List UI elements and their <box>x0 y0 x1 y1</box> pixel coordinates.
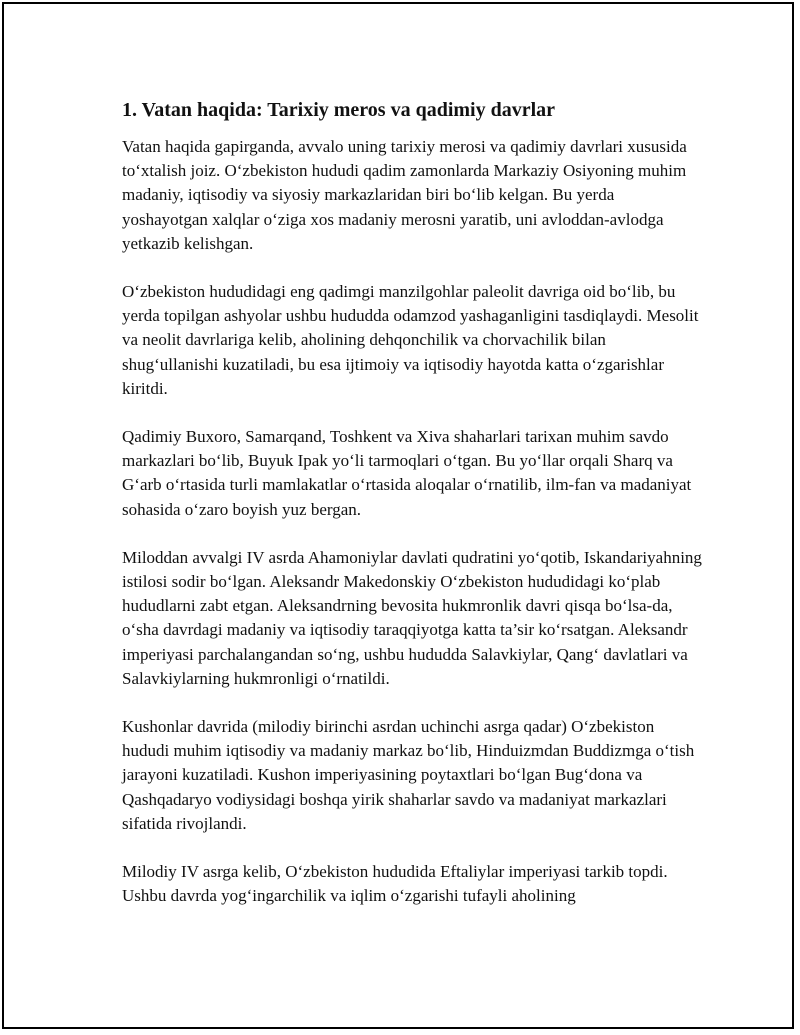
paragraph-4: Miloddan avvalgi IV asrda Ahamoniylar davlati qudratini yo‘qotib, Iskandariyahning istilosi sodir bo‘lgan. Aleksandr Makedonskiy O‘zbekiston hududidagi ko‘plab hududlarni zabt etgan. Aleksandrning bevosita hukmronlik davri qisqa bo‘lsa-da, o‘sha davrdagi madaniy va iqtisodiy taraqqiyotga katta ta’sir ko‘rsatgan. Aleksandr imperiyasi parchalangandan so‘ng, ushbu hududda Salavkiylar, Qang‘ davlatlari va Salavkiylarning hukmronligi o‘rnatildi. <box>122 547 702 688</box>
paragraph-2: O‘zbekiston hududidagi eng qadimgi manzilgohlar paleolit davriga oid bo‘lib, bu yerda topilgan ashyolar ushbu hududda odamzod yashaganligini tasdiqlaydi. Mesolit va neolit davrlariga kelib, aholining dehqonchilik va chorvachilik bilan shug‘ullanishi kuzatiladi, bu esa ijtimoiy va iqtisodiy hayotda katta o‘zgarishlar kiritdi. <box>122 282 699 398</box>
page-frame <box>2 2 794 1029</box>
paragraph-3: Qadimiy Buxoro, Samarqand, Toshkent va Xiva shaharlari tarixan muhim savdo markazlari bo‘lib, Buyuk Ipak yo‘li tarmoqlari o‘tgan. Bu yo‘llar orqali Sharq va G‘arb o‘rtasida turli mamlakatlar o‘rtasida aloqalar o‘rnatilib, ilm-fan va madaniyat sohasida o‘zaro boyish yuz bergan. <box>122 427 692 519</box>
paragraph-5: Kushonlar davrida (milodiy birinchi asrdan uchinchi asrga qadar) O‘zbekiston hududi muhim iqtisodiy va madaniy markaz bo‘lib, Hinduizmdan Buddizmga o‘tish jarayoni kuzatiladi. Kushon imperiyasining poytaxtlari bo‘lgan Bug‘dona va Qashqadaryo vodiysidagi boshqa yirik shaharlar savdo va madaniyat markazlari sifatida rivojlandi. <box>122 717 695 833</box>
section-title: 1. Vatan haqida: Tarixiy meros va qadimiy davrlar <box>122 99 556 121</box>
paragraph-6: Milodiy IV asrga kelib, O‘zbekiston hududida Eftaliylar imperiyasi tarkib topdi. Ushbu davrda yog‘ingarchilik va iqlim o‘zgarishi tufayli aholining <box>122 862 668 906</box>
document-body <box>122 96 702 932</box>
paragraph-1: Vatan haqida gapirganda, avvalo uning tarixiy merosi va qadimiy davrlari xususida to‘xtalish joiz. O‘zbekiston hududi qadim zamonlarda Markaziy Osiyoning muhim madaniy, iqtisodiy va siyosiy markazlaridan biri bo‘lib kelgan. Bu yerda yoshayotgan xalqlar o‘ziga xos madaniy merosni yaratib, uni avloddan-avlodga yetkazib kelishgan. <box>122 137 687 253</box>
